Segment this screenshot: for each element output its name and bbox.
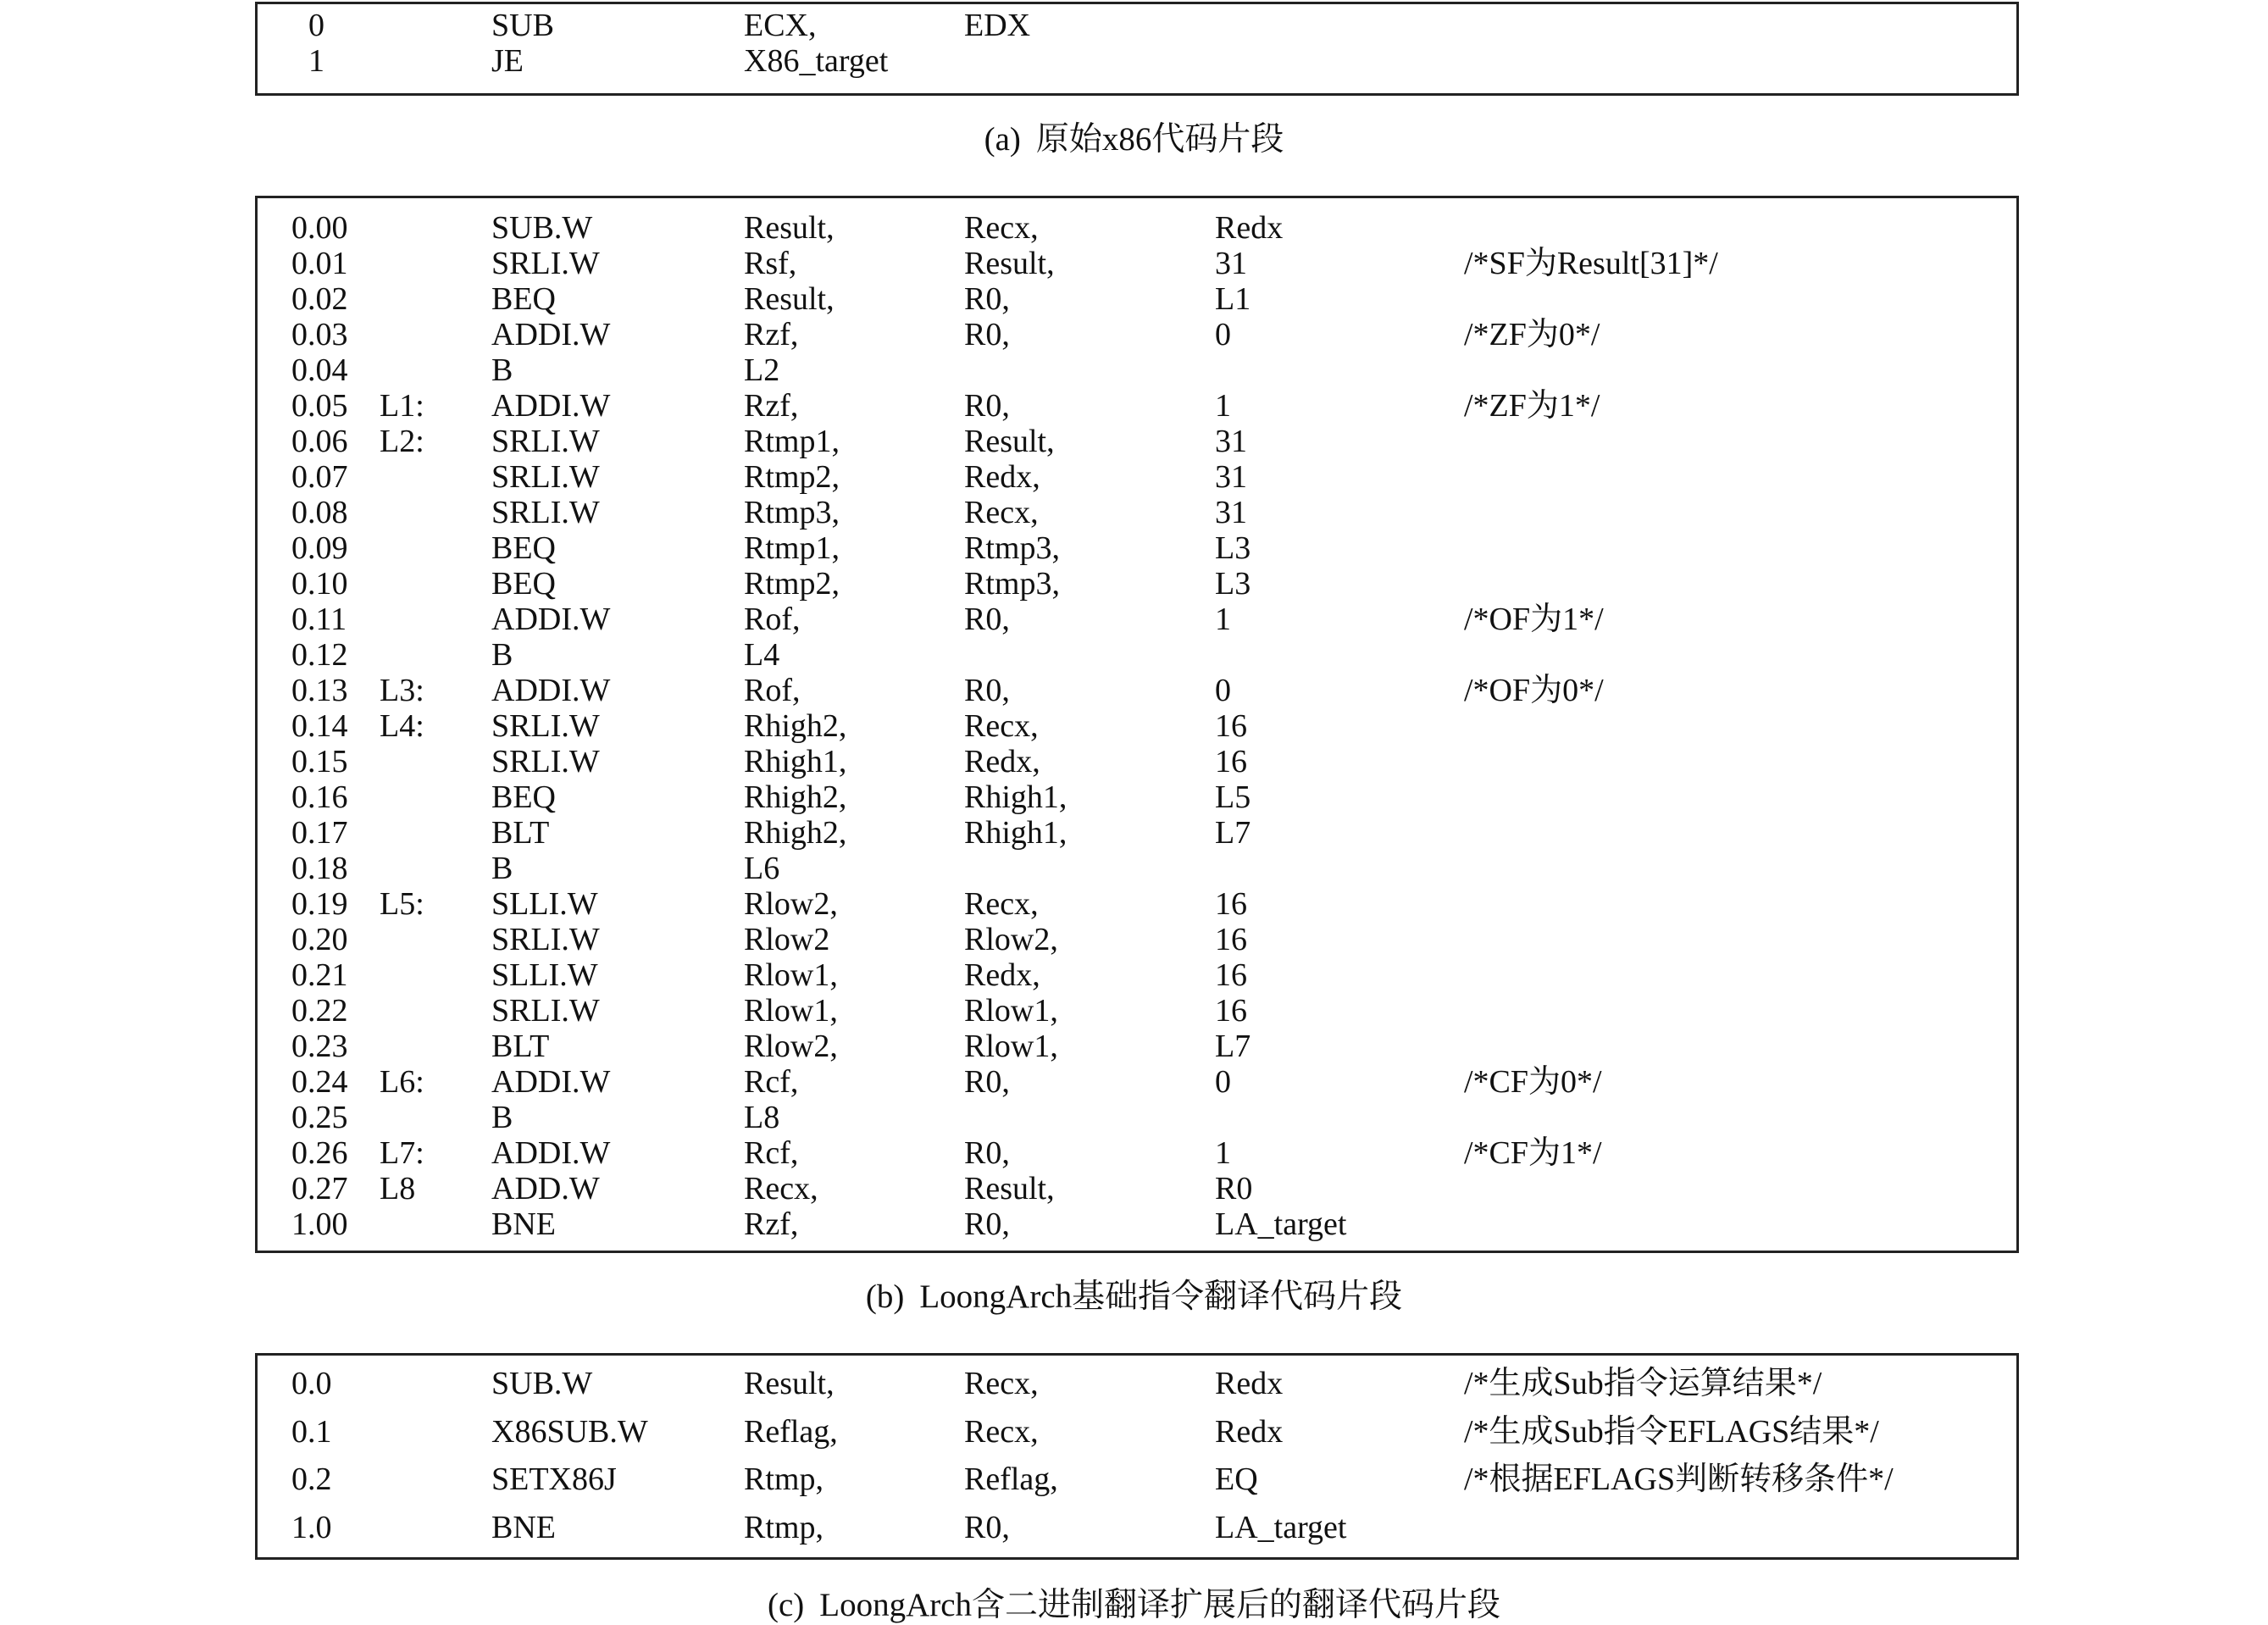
- operand-1: Rcf,: [744, 1064, 799, 1100]
- opcode: SRLI.W: [491, 495, 600, 530]
- operand-2: Rlow2,: [964, 922, 1058, 957]
- code-row: [258, 424, 2016, 459]
- code-row: [258, 1206, 2016, 1242]
- code-row: [258, 1135, 2016, 1171]
- operand-1: L4: [744, 637, 780, 673]
- opcode: ADDI.W: [491, 673, 611, 708]
- label: L7:: [380, 1135, 424, 1171]
- operand-3: 0: [1215, 1064, 1231, 1100]
- label: L3:: [380, 673, 424, 708]
- operand-3: 16: [1215, 922, 1247, 957]
- operand-3: 16: [1215, 993, 1247, 1029]
- opcode: SRLI.W: [491, 993, 600, 1029]
- comment: /*CF为0*/: [1464, 1064, 1602, 1100]
- panel-a-caption-text: 原始x86代码片段: [1035, 121, 1284, 158]
- comment: /*ZF为1*/: [1464, 388, 1600, 424]
- code-row: [258, 459, 2016, 495]
- operand-3: 1: [1215, 388, 1231, 424]
- operand-3: 1: [1215, 602, 1231, 637]
- opcode: ADDI.W: [491, 602, 611, 637]
- code-row: [258, 744, 2016, 779]
- operand-1: Rcf,: [744, 1135, 799, 1171]
- line-number: 0.06: [291, 424, 348, 459]
- line-number: 0.25: [291, 1100, 348, 1135]
- opcode: BEQ: [491, 779, 556, 815]
- operand-1: Rtmp1,: [744, 530, 840, 566]
- line-number: 0.27: [291, 1171, 348, 1206]
- panel-c-caption: [0, 1586, 2268, 1625]
- opcode: BLT: [491, 1029, 550, 1064]
- line-number: 0.14: [291, 708, 348, 744]
- code-row: [258, 922, 2016, 957]
- opcode: B: [491, 352, 513, 388]
- opcode: BEQ: [491, 530, 556, 566]
- opcode: B: [491, 637, 513, 673]
- comment: /*生成Sub指令运算结果*/: [1464, 1366, 1822, 1401]
- panel-c-caption-tag: (c): [767, 1587, 805, 1623]
- operand-3: LA_target: [1215, 1509, 1347, 1545]
- operand-3: EQ: [1215, 1461, 1258, 1497]
- code-row: [258, 815, 2016, 851]
- line-number: 0.21: [291, 957, 348, 993]
- code-row: [258, 317, 2016, 352]
- opcode: ADDI.W: [491, 388, 611, 424]
- line-number: 0.1: [291, 1413, 332, 1450]
- operand-2: Recx,: [964, 495, 1039, 530]
- opcode: SLLI.W: [491, 957, 598, 993]
- code-row: [258, 388, 2016, 424]
- operand-1: X86_target: [744, 43, 889, 79]
- line-number: 0.03: [291, 317, 348, 352]
- operand-3: L3: [1215, 530, 1251, 566]
- code-row: [258, 886, 2016, 922]
- comment: /*SF为Result[31]*/: [1464, 246, 1718, 281]
- operand-1: Rtmp1,: [744, 424, 840, 459]
- code-row: [258, 957, 2016, 993]
- line-number: 0.07: [291, 459, 348, 495]
- operand-2: R0,: [964, 1206, 1010, 1242]
- label: L2:: [380, 424, 424, 459]
- operand-3: 31: [1215, 246, 1247, 281]
- line-number: 0.05: [291, 388, 348, 424]
- panel-b-caption-text: LoongArch基础指令翻译代码片段: [919, 1278, 1403, 1315]
- operand-1: Rhigh1,: [744, 744, 847, 779]
- line-number: 0.10: [291, 566, 348, 602]
- line-number: 0.26: [291, 1135, 348, 1171]
- panel-a-caption-tag: (a): [984, 121, 1021, 158]
- operand-3: R0: [1215, 1171, 1253, 1206]
- operand-2: R0,: [964, 1509, 1010, 1545]
- operand-2: Rhigh1,: [964, 779, 1067, 815]
- panel-b-caption: [0, 1278, 2268, 1317]
- line-number: 0.04: [291, 352, 348, 388]
- code-row: [258, 246, 2016, 281]
- code-row: [258, 779, 2016, 815]
- opcode: SRLI.W: [491, 459, 600, 495]
- label: L8: [380, 1171, 416, 1206]
- operand-3: L7: [1215, 1029, 1251, 1064]
- operand-1: Result,: [744, 281, 835, 317]
- code-row: [258, 566, 2016, 602]
- line-number: 0: [308, 8, 324, 43]
- line-number: 0.24: [291, 1064, 348, 1100]
- panel-a-caption: [0, 120, 2268, 159]
- code-row: [258, 1064, 2016, 1100]
- comment: /*OF为1*/: [1464, 602, 1604, 637]
- label: L5:: [380, 886, 424, 922]
- line-number: 0.18: [291, 851, 348, 886]
- opcode: BNE: [491, 1509, 556, 1545]
- operand-1: Result,: [744, 1366, 835, 1401]
- line-number: 0.01: [291, 246, 348, 281]
- line-number: 0.11: [291, 602, 347, 637]
- line-number: 0.08: [291, 495, 348, 530]
- opcode: SUB.W: [491, 210, 593, 246]
- code-row: [258, 8, 2016, 43]
- operand-2: Redx,: [964, 744, 1040, 779]
- label: L1:: [380, 388, 424, 424]
- opcode: SRLI.W: [491, 424, 600, 459]
- operand-2: Rlow1,: [964, 993, 1058, 1029]
- opcode: ADDI.W: [491, 317, 611, 352]
- operand-1: Recx,: [744, 1171, 818, 1206]
- line-number: 0.20: [291, 922, 348, 957]
- operand-2: Result,: [964, 246, 1055, 281]
- operand-3: 16: [1215, 886, 1247, 922]
- opcode: SETX86J: [491, 1461, 617, 1497]
- operand-2: Rtmp3,: [964, 530, 1060, 566]
- operand-3: LA_target: [1215, 1206, 1347, 1242]
- code-row: [258, 708, 2016, 744]
- opcode: BEQ: [491, 281, 556, 317]
- operand-3: 16: [1215, 744, 1247, 779]
- operand-1: Rzf,: [744, 317, 799, 352]
- opcode: BEQ: [491, 566, 556, 602]
- panel-b-caption-tag: (b): [865, 1278, 905, 1315]
- operand-1: Rtmp2,: [744, 459, 840, 495]
- opcode: ADDI.W: [491, 1064, 611, 1100]
- line-number: 0.09: [291, 530, 348, 566]
- operand-2: Recx,: [964, 210, 1039, 246]
- operand-3: L5: [1215, 779, 1251, 815]
- line-number: 0.12: [291, 637, 348, 673]
- code-row: [258, 1510, 2016, 1545]
- code-row: [258, 43, 2016, 79]
- operand-3: L7: [1215, 815, 1251, 851]
- operand-1: Rzf,: [744, 1206, 799, 1242]
- operand-3: L1: [1215, 281, 1251, 317]
- code-row: [258, 352, 2016, 388]
- label: L4:: [380, 708, 424, 744]
- line-number: 0.23: [291, 1029, 348, 1064]
- code-row: [258, 1029, 2016, 1064]
- operand-2: Reflag,: [964, 1461, 1058, 1497]
- operand-1: Rtmp,: [744, 1461, 823, 1497]
- opcode: BLT: [491, 815, 550, 851]
- operand-1: Rhigh2,: [744, 815, 847, 851]
- code-row: [258, 673, 2016, 708]
- line-number: 0.00: [291, 210, 348, 246]
- operand-3: 0: [1215, 317, 1231, 352]
- operand-1: L2: [744, 352, 780, 388]
- code-row: [258, 281, 2016, 317]
- opcode: SLLI.W: [491, 886, 598, 922]
- panel-b-code-box: [255, 196, 2019, 1253]
- opcode: SRLI.W: [491, 744, 600, 779]
- operand-3: 1: [1215, 1135, 1231, 1171]
- code-row: [258, 993, 2016, 1029]
- operand-3: L3: [1215, 566, 1251, 602]
- operand-1: Rhigh2,: [744, 708, 847, 744]
- line-number: 0.13: [291, 673, 348, 708]
- line-number: 1: [308, 43, 324, 79]
- operand-2: Recx,: [964, 1366, 1039, 1401]
- operand-1: Rlow1,: [744, 957, 838, 993]
- operand-3: Redx: [1215, 1366, 1284, 1401]
- operand-1: Rlow1,: [744, 993, 838, 1029]
- opcode: SRLI.W: [491, 922, 600, 957]
- operand-2: R0,: [964, 281, 1010, 317]
- line-number: 1.00: [291, 1206, 348, 1242]
- operand-3: 16: [1215, 957, 1247, 993]
- code-row: [258, 210, 2016, 246]
- operand-2: R0,: [964, 673, 1010, 708]
- operand-1: Reflag,: [744, 1413, 838, 1450]
- operand-2: R0,: [964, 602, 1010, 637]
- code-row: [258, 495, 2016, 530]
- operand-3: 16: [1215, 708, 1247, 744]
- code-row: [258, 851, 2016, 886]
- label: L6:: [380, 1064, 424, 1100]
- comment: /*CF为1*/: [1464, 1135, 1602, 1171]
- operand-2: R0,: [964, 317, 1010, 352]
- operand-1: Rof,: [744, 602, 801, 637]
- operand-2: Redx,: [964, 459, 1040, 495]
- operand-2: Recx,: [964, 1413, 1039, 1450]
- comment: /*根据EFLAGS判断转移条件*/: [1464, 1461, 1894, 1497]
- opcode: BNE: [491, 1206, 556, 1242]
- operand-1: Rof,: [744, 673, 801, 708]
- operand-2: Rhigh1,: [964, 815, 1067, 851]
- line-number: 0.2: [291, 1461, 332, 1497]
- opcode: ADDI.W: [491, 1135, 611, 1171]
- opcode: X86SUB.W: [491, 1413, 648, 1450]
- panel-c-caption-text: LoongArch含二进制翻译扩展后的翻译代码片段: [819, 1587, 1501, 1623]
- opcode: SUB.W: [491, 1366, 593, 1401]
- operand-1: Rtmp2,: [744, 566, 840, 602]
- opcode: B: [491, 851, 513, 886]
- operand-3: 0: [1215, 673, 1231, 708]
- operand-1: Result,: [744, 210, 835, 246]
- operand-1: Rhigh2,: [744, 779, 847, 815]
- line-number: 0.19: [291, 886, 348, 922]
- operand-1: Rlow2,: [744, 1029, 838, 1064]
- comment: /*OF为0*/: [1464, 673, 1604, 708]
- opcode: B: [491, 1100, 513, 1135]
- opcode: ADD.W: [491, 1171, 600, 1206]
- comment: /*生成Sub指令EFLAGS结果*/: [1464, 1413, 1879, 1450]
- code-row: [258, 1461, 2016, 1497]
- code-row: [258, 1366, 2016, 1401]
- code-row: [258, 637, 2016, 673]
- operand-1: Rzf,: [744, 388, 799, 424]
- operand-2: Result,: [964, 1171, 1055, 1206]
- operand-2: R0,: [964, 388, 1010, 424]
- code-row: [258, 602, 2016, 637]
- operand-2: Redx,: [964, 957, 1040, 993]
- opcode: JE: [491, 43, 524, 79]
- operand-2: R0,: [964, 1135, 1010, 1171]
- operand-2: Recx,: [964, 886, 1039, 922]
- operand-2: EDX: [964, 8, 1031, 43]
- operand-1: ECX,: [744, 8, 817, 43]
- operand-1: Rlow2,: [744, 886, 838, 922]
- line-number: 0.16: [291, 779, 348, 815]
- comment: /*ZF为0*/: [1464, 317, 1600, 352]
- operand-3: 31: [1215, 424, 1247, 459]
- operand-1: L8: [744, 1100, 780, 1135]
- operand-3: Redx: [1215, 1413, 1284, 1450]
- code-row: [258, 530, 2016, 566]
- opcode: SUB: [491, 8, 554, 43]
- opcode: SRLI.W: [491, 246, 600, 281]
- operand-2: Rtmp3,: [964, 566, 1060, 602]
- panel-a-code-box: [255, 2, 2019, 96]
- operand-3: 31: [1215, 459, 1247, 495]
- opcode: SRLI.W: [491, 708, 600, 744]
- line-number: 0.17: [291, 815, 348, 851]
- operand-3: 31: [1215, 495, 1247, 530]
- operand-1: Rtmp3,: [744, 495, 840, 530]
- operand-2: Recx,: [964, 708, 1039, 744]
- operand-3: Redx: [1215, 210, 1284, 246]
- operand-1: L6: [744, 851, 780, 886]
- line-number: 0.15: [291, 744, 348, 779]
- code-row: [258, 1414, 2016, 1450]
- operand-1: Rtmp,: [744, 1509, 823, 1545]
- code-row: [258, 1171, 2016, 1206]
- operand-2: Rlow1,: [964, 1029, 1058, 1064]
- line-number: 0.0: [291, 1366, 332, 1401]
- line-number: 0.02: [291, 281, 348, 317]
- operand-1: Rlow2: [744, 922, 830, 957]
- code-row: [258, 1100, 2016, 1135]
- panel-c-code-box: [255, 1353, 2019, 1560]
- operand-2: Result,: [964, 424, 1055, 459]
- operand-1: Rsf,: [744, 246, 797, 281]
- line-number: 1.0: [291, 1509, 332, 1545]
- line-number: 0.22: [291, 993, 348, 1029]
- operand-2: R0,: [964, 1064, 1010, 1100]
